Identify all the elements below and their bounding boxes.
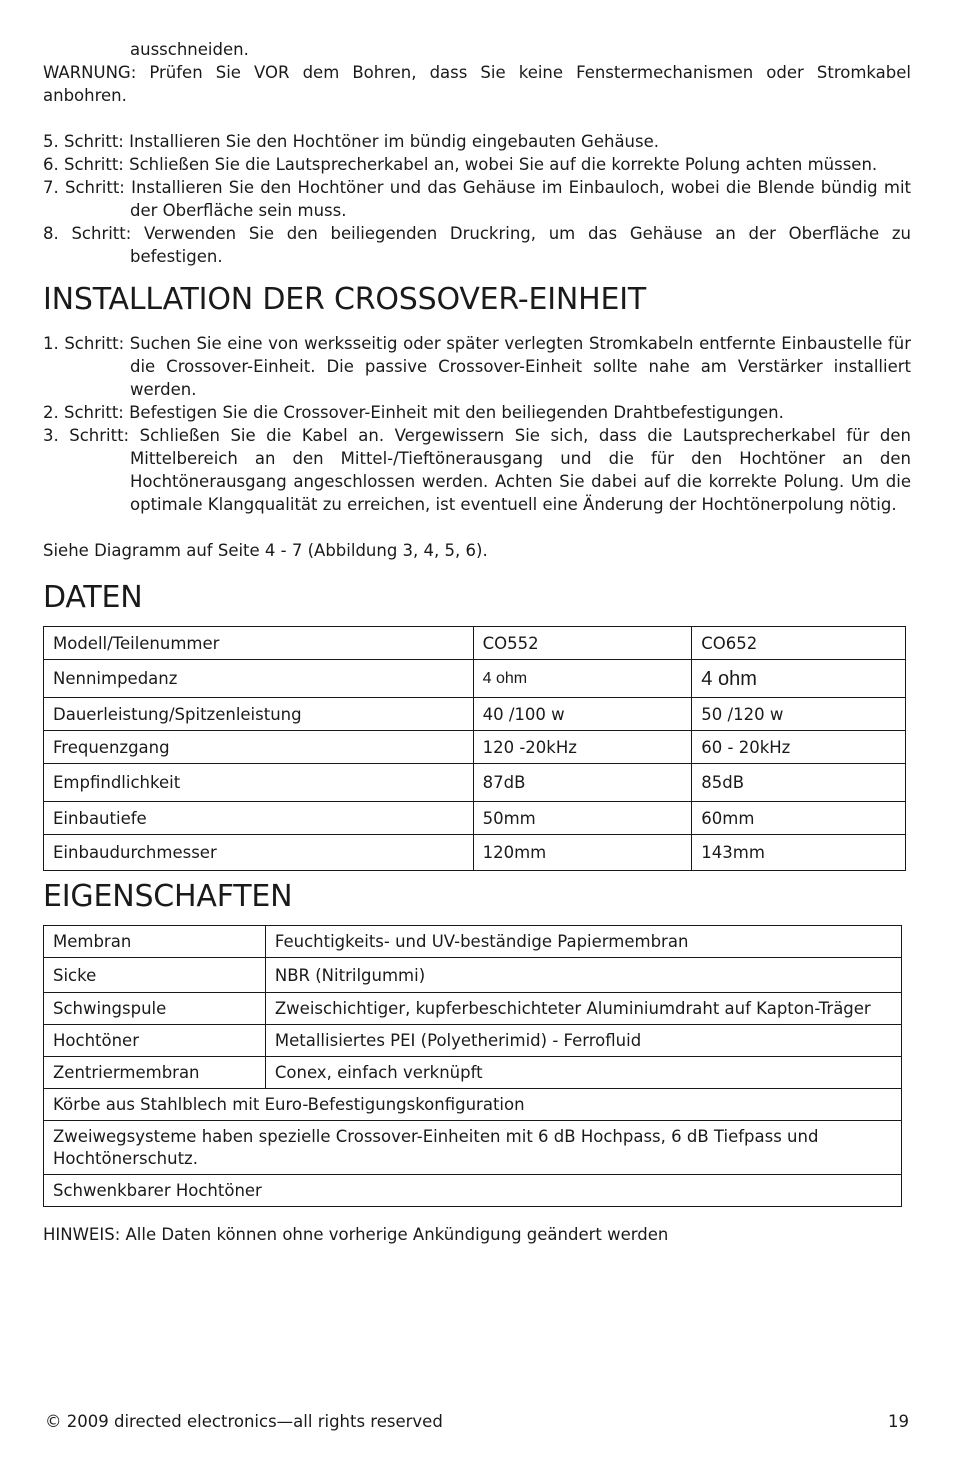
daten-table (43, 626, 906, 871)
eigenschaften-table (43, 925, 902, 1207)
table-cell: Membran (44, 926, 266, 958)
table-cell: 143mm (692, 835, 906, 871)
table-cell: Körbe aus Stahlblech mit Euro-Befestigungskonfiguration (44, 1089, 902, 1121)
table-cell: Sicke (44, 958, 266, 993)
step-item: 6. Schritt: Schließen Sie die Lautsprecherkabel an, wobei Sie auf die korrekte Polung achten müssen. (43, 155, 878, 174)
table-cell: Hochtöner (44, 1025, 266, 1057)
table-cell: Schwingspule (44, 993, 266, 1025)
table-row (44, 1175, 902, 1207)
table-cell: 40 /100 w (473, 698, 692, 731)
table-cell: Frequenzgang (44, 731, 474, 764)
table-cell: CO552 (473, 627, 692, 660)
table-cell: 87dB (473, 764, 692, 802)
crossover-step-item: 2. Schritt: Befestigen Sie die Crossover-Einheit mit den beiliegenden Drahtbefestigungen. (43, 403, 784, 422)
copyright-text: © 2009 directed electronics—all rights reserved (45, 1412, 443, 1431)
table-cell: 50mm (473, 802, 692, 835)
warning-text: WARNUNG: Prüfen Sie VOR dem Bohren, dass Sie keine Fenstermechanismen oder Stromkabel anbohren. (43, 63, 911, 105)
table-row (44, 835, 906, 871)
table-cell: Einbaudurchmesser (44, 835, 474, 871)
page-content (43, 38, 911, 1246)
table-row (44, 1057, 902, 1089)
table-cell: Zentriermembran (44, 1057, 266, 1089)
table-cell: Zweischichtiger, kupferbeschichteter Aluminiumdraht auf Kapton-Träger (265, 993, 901, 1025)
table-cell: Modell/Teilenummer (44, 627, 474, 660)
step-item: 7. Schritt: Installieren Sie den Hochtöner und das Gehäuse im Einbauloch, wobei die Blende bündig mit der Oberfläche sein muss. (43, 178, 911, 220)
table-cell: Einbautiefe (44, 802, 474, 835)
table-row (44, 993, 902, 1025)
table-cell: 4 ohm (692, 660, 906, 698)
text-continuation: ausschneiden. (130, 40, 249, 59)
table-cell: Nennimpedanz (44, 660, 474, 698)
table-cell: Zweiwegsysteme haben spezielle Crossover-Einheiten mit 6 dB Hochpass, 6 dB Tiefpass und Hochtönerschutz. (44, 1121, 902, 1175)
table-cell: 120mm (473, 835, 692, 871)
step-item: 8. Schritt: Verwenden Sie den beiliegenden Druckring, um das Gehäuse an der Oberfläche zu befestigen. (43, 224, 911, 266)
page-footer (45, 1410, 909, 1433)
diagram-note: Siehe Diagramm auf Seite 4 - 7 (Abbildung 3, 4, 5, 6). (43, 541, 488, 560)
table-row (44, 1025, 902, 1057)
table-cell: Dauerleistung/Spitzenleistung (44, 698, 474, 731)
table-cell: Conex, einfach verknüpft (265, 1057, 901, 1089)
table-cell: Empfindlichkeit (44, 764, 474, 802)
table-cell: 60 - 20kHz (692, 731, 906, 764)
table-cell: 85dB (692, 764, 906, 802)
table-cell: 50 /120 w (692, 698, 906, 731)
table-row (44, 731, 906, 764)
table-cell: CO652 (692, 627, 906, 660)
table-row (44, 660, 906, 698)
hinweis-note: HINWEIS: Alle Daten können ohne vorherige Ankündigung geändert werden (43, 1225, 669, 1244)
eigenschaften-heading: EIGENSCHAFTEN (43, 879, 293, 914)
table-row (44, 1121, 902, 1175)
daten-heading: DATEN (43, 580, 143, 615)
table-row (44, 764, 906, 802)
table-cell: 60mm (692, 802, 906, 835)
table-row (44, 698, 906, 731)
table-cell: 4 ohm (473, 660, 692, 698)
table-cell: Feuchtigkeits- und UV-beständige Papiermembran (265, 926, 901, 958)
table-row (44, 1089, 902, 1121)
crossover-step-item: 3. Schritt: Schließen Sie die Kabel an. Vergewissern Sie sich, dass die Lautsprecherkabel für den Mittelbereich an den Mittel-/Tieftönerausgang und die für den Hochtöner an den Hochtönerausgang angeschlossen werden. Achten Sie dabei auf die korrekte Polung. Um die optimale Klangqualität zu erreichen, ist eventuell eine Änderung der Hochtönerpolung nötig. (43, 426, 911, 514)
crossover-heading: INSTALLATION DER CROSSOVER-EINHEIT (43, 282, 646, 317)
table-row (44, 926, 902, 958)
page-number: 19 (888, 1412, 909, 1431)
table-cell: Schwenkbarer Hochtöner (44, 1175, 902, 1207)
table-row (44, 627, 906, 660)
table-cell: 120 -20kHz (473, 731, 692, 764)
step-item: 5. Schritt: Installieren Sie den Hochtöner im bündig eingebauten Gehäuse. (43, 132, 660, 151)
table-row (44, 958, 902, 993)
table-row (44, 802, 906, 835)
crossover-step-item: 1. Schritt: Suchen Sie eine von werksseitig oder später verlegten Stromkabeln entfernte Einbaustelle für die Crossover-Einheit. Die passive Crossover-Einheit sollte nahe am Verstärker installiert werden. (43, 334, 911, 399)
table-cell: Metallisiertes PEI (Polyetherimid) - Ferrofluid (265, 1025, 901, 1057)
table-cell: NBR (Nitrilgummi) (265, 958, 901, 993)
